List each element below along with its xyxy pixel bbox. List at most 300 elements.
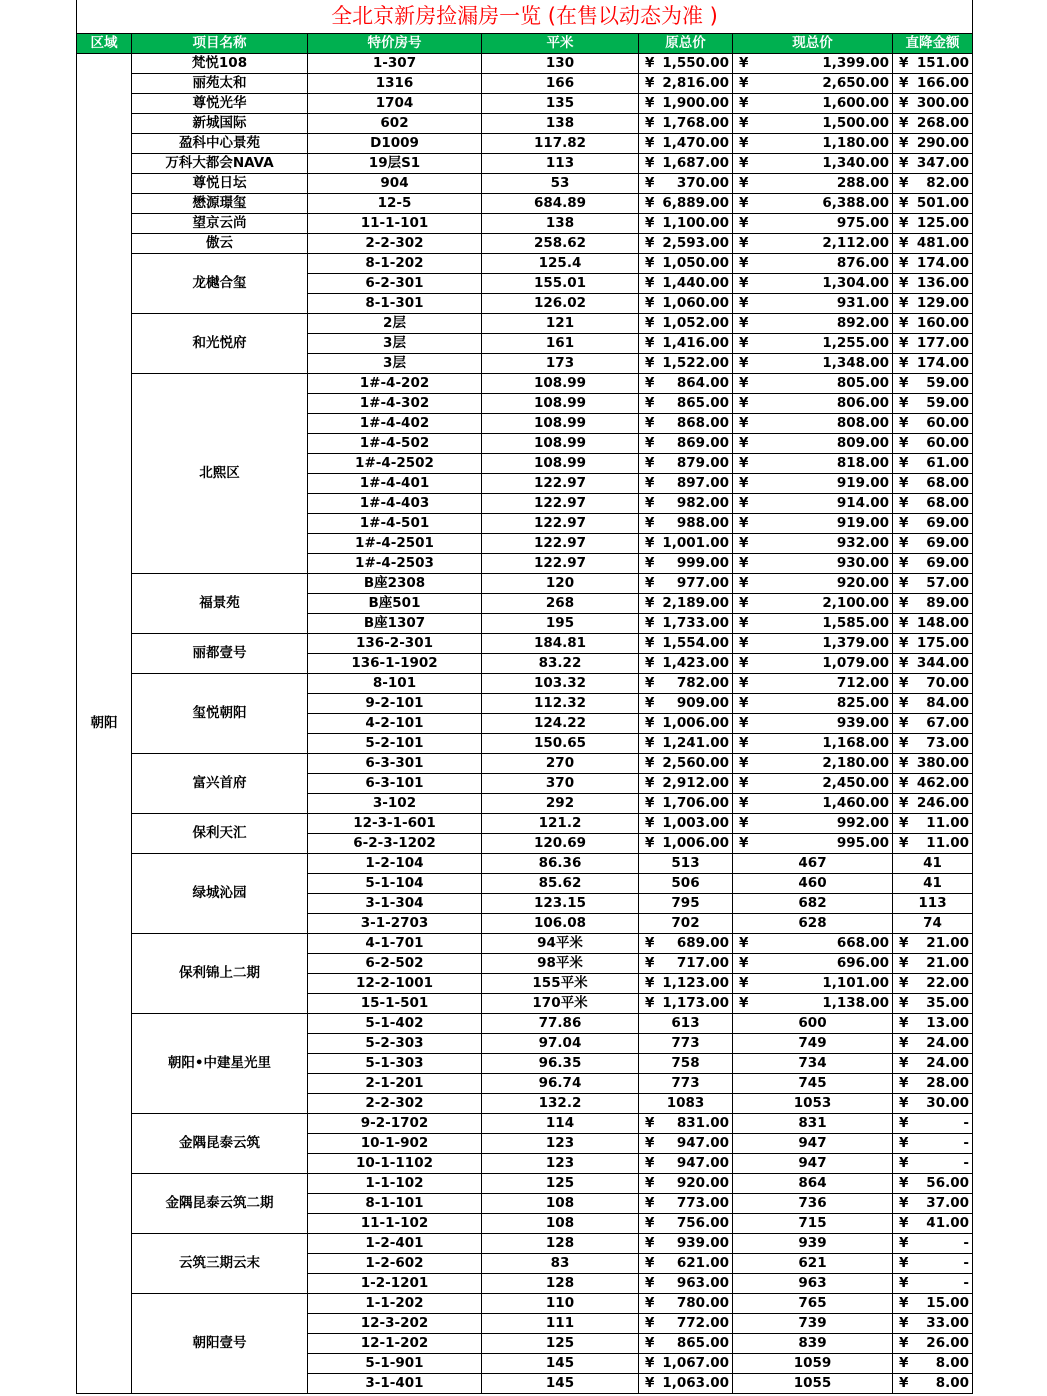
area-cell[interactable]: 125.4 [482, 254, 639, 274]
unit-cell[interactable]: 2层 [308, 314, 482, 334]
current-price-cell[interactable]: 963 [733, 1274, 893, 1294]
original-price-cell[interactable] [639, 1294, 733, 1314]
current-price-cell[interactable] [733, 114, 893, 134]
current-price-cell[interactable] [733, 134, 893, 154]
price-cut-cell[interactable] [893, 534, 973, 554]
original-price-cell[interactable] [639, 134, 733, 154]
price-cut-cell[interactable] [893, 194, 973, 214]
current-price-cell[interactable] [733, 314, 893, 334]
original-price-cell[interactable] [639, 754, 733, 774]
price-cut-cell[interactable] [893, 354, 973, 374]
unit-cell[interactable]: 1-2-1201 [308, 1274, 482, 1294]
unit-cell[interactable]: 136-1-1902 [308, 654, 482, 674]
price-cut-cell[interactable] [893, 654, 973, 674]
area-cell[interactable]: 77.86 [482, 1014, 639, 1034]
unit-cell[interactable]: 6-2-502 [308, 954, 482, 974]
price-cut-cell[interactable] [893, 634, 973, 654]
current-price-cell[interactable] [733, 394, 893, 414]
unit-cell[interactable]: 602 [308, 114, 482, 134]
original-price-cell[interactable] [639, 1114, 733, 1134]
current-price-cell[interactable] [733, 814, 893, 834]
unit-cell[interactable]: 5-1-402 [308, 1014, 482, 1034]
original-price-cell[interactable] [639, 814, 733, 834]
unit-cell[interactable]: 3层 [308, 334, 482, 354]
price-cut-cell[interactable] [893, 254, 973, 274]
price-cut-cell[interactable] [893, 414, 973, 434]
unit-cell[interactable]: 10-1-1102 [308, 1154, 482, 1174]
original-price-cell[interactable]: 773 [639, 1034, 733, 1054]
project-name-cell[interactable]: 绿城沁园 [132, 854, 308, 934]
original-price-cell[interactable] [639, 1134, 733, 1154]
original-price-cell[interactable] [639, 54, 733, 74]
area-cell[interactable]: 128 [482, 1234, 639, 1254]
original-price-cell[interactable] [639, 334, 733, 354]
original-price-cell[interactable] [639, 674, 733, 694]
current-price-cell[interactable] [733, 514, 893, 534]
original-price-cell[interactable] [639, 234, 733, 254]
original-price-cell[interactable]: 1083 [639, 1094, 733, 1114]
current-price-cell[interactable] [733, 714, 893, 734]
area-cell[interactable]: 113 [482, 154, 639, 174]
price-cut-cell[interactable] [893, 274, 973, 294]
price-cut-cell[interactable] [893, 714, 973, 734]
original-price-cell[interactable] [639, 1374, 733, 1394]
current-price-cell[interactable]: 1059 [733, 1354, 893, 1374]
original-price-cell[interactable] [639, 1254, 733, 1274]
current-price-cell[interactable]: 600 [733, 1014, 893, 1034]
current-price-cell[interactable] [733, 774, 893, 794]
unit-cell[interactable]: 1-1-202 [308, 1294, 482, 1314]
current-price-cell[interactable]: 621 [733, 1254, 893, 1274]
price-cut-cell[interactable] [893, 994, 973, 1014]
area-cell[interactable]: 292 [482, 794, 639, 814]
project-name-cell[interactable]: 和光悦府 [132, 314, 308, 374]
project-name-cell[interactable]: 北熙区 [132, 374, 308, 574]
area-cell[interactable]: 123 [482, 1154, 639, 1174]
project-name-cell[interactable]: 富兴首府 [132, 754, 308, 814]
unit-cell[interactable]: 3层 [308, 354, 482, 374]
original-price-cell[interactable]: 758 [639, 1054, 733, 1074]
current-price-cell[interactable] [733, 634, 893, 654]
header-region[interactable]: 区域 [77, 34, 132, 54]
region-cell[interactable]: 朝阳 [77, 54, 132, 1394]
price-cut-cell[interactable] [893, 494, 973, 514]
original-price-cell[interactable]: 795 [639, 894, 733, 914]
unit-cell[interactable]: 2-2-302 [308, 1094, 482, 1114]
unit-cell[interactable]: 1#-4-302 [308, 394, 482, 414]
original-price-cell[interactable] [639, 294, 733, 314]
current-price-cell[interactable] [733, 414, 893, 434]
unit-cell[interactable]: 12-1-202 [308, 1334, 482, 1354]
area-cell[interactable]: 370 [482, 774, 639, 794]
unit-cell[interactable]: 1316 [308, 74, 482, 94]
price-cut-cell[interactable] [893, 214, 973, 234]
current-price-cell[interactable] [733, 834, 893, 854]
unit-cell[interactable]: 2-2-302 [308, 234, 482, 254]
area-cell[interactable]: 120 [482, 574, 639, 594]
original-price-cell[interactable]: 613 [639, 1014, 733, 1034]
price-cut-cell[interactable] [893, 834, 973, 854]
project-name-cell[interactable]: 懋源璟玺 [132, 194, 308, 214]
current-price-cell[interactable] [733, 474, 893, 494]
price-cut-cell[interactable] [893, 294, 973, 314]
original-price-cell[interactable] [639, 174, 733, 194]
price-cut-cell[interactable] [893, 134, 973, 154]
unit-cell[interactable]: 904 [308, 174, 482, 194]
current-price-cell[interactable] [733, 754, 893, 774]
unit-cell[interactable]: 6-2-301 [308, 274, 482, 294]
unit-cell[interactable]: 5-2-303 [308, 1034, 482, 1054]
unit-cell[interactable]: 12-3-202 [308, 1314, 482, 1334]
original-price-cell[interactable] [639, 534, 733, 554]
unit-cell[interactable]: 3-1-304 [308, 894, 482, 914]
current-price-cell[interactable] [733, 934, 893, 954]
unit-cell[interactable]: 1#-4-403 [308, 494, 482, 514]
original-price-cell[interactable] [639, 1314, 733, 1334]
area-cell[interactable]: 258.62 [482, 234, 639, 254]
unit-cell[interactable]: 12-3-1-601 [308, 814, 482, 834]
area-cell[interactable]: 108.99 [482, 394, 639, 414]
area-cell[interactable]: 114 [482, 1114, 639, 1134]
current-price-cell[interactable]: 1053 [733, 1094, 893, 1114]
area-cell[interactable]: 117.82 [482, 134, 639, 154]
area-cell[interactable]: 85.62 [482, 874, 639, 894]
current-price-cell[interactable]: 1055 [733, 1374, 893, 1394]
original-price-cell[interactable] [639, 214, 733, 234]
unit-cell[interactable]: 15-1-501 [308, 994, 482, 1014]
price-cut-cell[interactable] [893, 674, 973, 694]
unit-cell[interactable]: 1-2-401 [308, 1234, 482, 1254]
current-price-cell[interactable] [733, 554, 893, 574]
current-price-cell[interactable] [733, 954, 893, 974]
unit-cell[interactable]: 1#-4-402 [308, 414, 482, 434]
original-price-cell[interactable] [639, 154, 733, 174]
current-price-cell[interactable]: 715 [733, 1214, 893, 1234]
original-price-cell[interactable] [639, 574, 733, 594]
price-cut-cell[interactable] [893, 434, 973, 454]
area-cell[interactable]: 268 [482, 594, 639, 614]
area-cell[interactable]: 53 [482, 174, 639, 194]
original-price-cell[interactable] [639, 494, 733, 514]
price-cut-cell[interactable] [893, 234, 973, 254]
area-cell[interactable]: 124.22 [482, 714, 639, 734]
unit-cell[interactable]: 1#-4-2502 [308, 454, 482, 474]
project-name-cell[interactable]: 玺悦朝阳 [132, 674, 308, 754]
area-cell[interactable]: 97.04 [482, 1034, 639, 1054]
area-cell[interactable]: 122.97 [482, 494, 639, 514]
project-name-cell[interactable]: 尊悦日坛 [132, 174, 308, 194]
unit-cell[interactable]: 5-1-303 [308, 1054, 482, 1074]
original-price-cell[interactable] [639, 1274, 733, 1294]
current-price-cell[interactable] [733, 94, 893, 114]
current-price-cell[interactable] [733, 454, 893, 474]
price-cut-cell[interactable] [893, 74, 973, 94]
price-cut-cell[interactable] [893, 934, 973, 954]
project-name-cell[interactable]: 盈科中心景苑 [132, 134, 308, 154]
original-price-cell[interactable] [639, 1334, 733, 1354]
price-cut-cell[interactable] [893, 774, 973, 794]
original-price-cell[interactable] [639, 474, 733, 494]
project-name-cell[interactable]: 丽苑太和 [132, 74, 308, 94]
area-cell[interactable]: 108.99 [482, 434, 639, 454]
unit-cell[interactable]: 11-1-101 [308, 214, 482, 234]
header-project[interactable]: 项目名称 [132, 34, 308, 54]
current-price-cell[interactable] [733, 794, 893, 814]
price-cut-cell[interactable] [893, 554, 973, 574]
area-cell[interactable]: 138 [482, 114, 639, 134]
area-cell[interactable]: 155.01 [482, 274, 639, 294]
current-price-cell[interactable] [733, 534, 893, 554]
area-cell[interactable]: 110 [482, 1294, 639, 1314]
current-price-cell[interactable] [733, 994, 893, 1014]
current-price-cell[interactable] [733, 574, 893, 594]
price-cut-cell[interactable] [893, 954, 973, 974]
unit-cell[interactable]: 8-1-101 [308, 1194, 482, 1214]
area-cell[interactable]: 684.89 [482, 194, 639, 214]
original-price-cell[interactable] [639, 774, 733, 794]
area-cell[interactable]: 94平米 [482, 934, 639, 954]
current-price-cell[interactable] [733, 494, 893, 514]
price-cut-cell[interactable] [893, 1354, 973, 1374]
original-price-cell[interactable] [639, 1234, 733, 1254]
area-cell[interactable]: 83.22 [482, 654, 639, 674]
original-price-cell[interactable] [639, 614, 733, 634]
unit-cell[interactable]: 6-2-3-1202 [308, 834, 482, 854]
original-price-cell[interactable] [639, 114, 733, 134]
area-cell[interactable]: 122.97 [482, 534, 639, 554]
price-cut-cell[interactable] [893, 1374, 973, 1394]
area-cell[interactable]: 108.99 [482, 414, 639, 434]
current-price-cell[interactable] [733, 654, 893, 674]
original-price-cell[interactable] [639, 274, 733, 294]
unit-cell[interactable]: 1#-4-501 [308, 514, 482, 534]
original-price-cell[interactable] [639, 654, 733, 674]
unit-cell[interactable]: 1#-4-2501 [308, 534, 482, 554]
price-cut-cell[interactable] [893, 814, 973, 834]
unit-cell[interactable]: 11-1-102 [308, 1214, 482, 1234]
price-cut-cell[interactable] [893, 1134, 973, 1154]
unit-cell[interactable]: 4-2-101 [308, 714, 482, 734]
unit-cell[interactable]: 3-1-401 [308, 1374, 482, 1394]
area-cell[interactable]: 173 [482, 354, 639, 374]
area-cell[interactable]: 125 [482, 1334, 639, 1354]
current-price-cell[interactable] [733, 54, 893, 74]
original-price-cell[interactable]: 773 [639, 1074, 733, 1094]
price-cut-cell[interactable]: 113 [893, 894, 973, 914]
current-price-cell[interactable]: 734 [733, 1054, 893, 1074]
current-price-cell[interactable]: 947 [733, 1154, 893, 1174]
unit-cell[interactable]: 1-307 [308, 54, 482, 74]
price-cut-cell[interactable] [893, 1094, 973, 1114]
current-price-cell[interactable] [733, 334, 893, 354]
original-price-cell[interactable] [639, 394, 733, 414]
unit-cell[interactable]: 2-1-201 [308, 1074, 482, 1094]
price-cut-cell[interactable] [893, 974, 973, 994]
price-cut-cell[interactable] [893, 314, 973, 334]
original-price-cell[interactable] [639, 554, 733, 574]
area-cell[interactable]: 145 [482, 1354, 639, 1374]
price-cut-cell[interactable] [893, 1214, 973, 1234]
price-cut-cell[interactable] [893, 694, 973, 714]
current-price-cell[interactable]: 831 [733, 1114, 893, 1134]
project-name-cell[interactable]: 保利天汇 [132, 814, 308, 854]
current-price-cell[interactable] [733, 694, 893, 714]
current-price-cell[interactable] [733, 194, 893, 214]
area-cell[interactable]: 121.2 [482, 814, 639, 834]
original-price-cell[interactable] [639, 314, 733, 334]
price-cut-cell[interactable] [893, 1294, 973, 1314]
area-cell[interactable]: 112.32 [482, 694, 639, 714]
area-cell[interactable]: 123.15 [482, 894, 639, 914]
unit-cell[interactable]: 1-1-102 [308, 1174, 482, 1194]
current-price-cell[interactable]: 460 [733, 874, 893, 894]
area-cell[interactable]: 184.81 [482, 634, 639, 654]
price-cut-cell[interactable] [893, 1154, 973, 1174]
unit-cell[interactable]: 4-1-701 [308, 934, 482, 954]
price-cut-cell[interactable]: 41 [893, 854, 973, 874]
price-cut-cell[interactable] [893, 514, 973, 534]
project-name-cell[interactable]: 朝阳壹号 [132, 1294, 308, 1394]
unit-cell[interactable]: 5-1-104 [308, 874, 482, 894]
current-price-cell[interactable] [733, 234, 893, 254]
original-price-cell[interactable] [639, 414, 733, 434]
price-cut-cell[interactable] [893, 114, 973, 134]
original-price-cell[interactable] [639, 374, 733, 394]
current-price-cell[interactable] [733, 674, 893, 694]
unit-cell[interactable]: 1-2-104 [308, 854, 482, 874]
unit-cell[interactable]: 1-2-602 [308, 1254, 482, 1274]
price-cut-cell[interactable] [893, 454, 973, 474]
current-price-cell[interactable] [733, 294, 893, 314]
original-price-cell[interactable] [639, 434, 733, 454]
unit-cell[interactable]: B座501 [308, 594, 482, 614]
unit-cell[interactable]: B座2308 [308, 574, 482, 594]
price-cut-cell[interactable] [893, 734, 973, 754]
unit-cell[interactable]: D1009 [308, 134, 482, 154]
area-cell[interactable]: 96.74 [482, 1074, 639, 1094]
project-name-cell[interactable]: 傲云 [132, 234, 308, 254]
unit-cell[interactable]: 1#-4-2503 [308, 554, 482, 574]
header-price-cut[interactable]: 直降金额 [893, 34, 973, 54]
project-name-cell[interactable]: 望京云尚 [132, 214, 308, 234]
original-price-cell[interactable] [639, 794, 733, 814]
area-cell[interactable]: 128 [482, 1274, 639, 1294]
area-cell[interactable]: 161 [482, 334, 639, 354]
current-price-cell[interactable]: 749 [733, 1034, 893, 1054]
price-cut-cell[interactable] [893, 574, 973, 594]
unit-cell[interactable]: 5-1-901 [308, 1354, 482, 1374]
current-price-cell[interactable] [733, 434, 893, 454]
original-price-cell[interactable] [639, 834, 733, 854]
current-price-cell[interactable]: 765 [733, 1294, 893, 1314]
unit-cell[interactable]: 19层S1 [308, 154, 482, 174]
project-name-cell[interactable]: 尊悦光华 [132, 94, 308, 114]
area-cell[interactable]: 86.36 [482, 854, 639, 874]
price-cut-cell[interactable] [893, 1234, 973, 1254]
current-price-cell[interactable]: 947 [733, 1134, 893, 1154]
area-cell[interactable]: 195 [482, 614, 639, 634]
original-price-cell[interactable] [639, 94, 733, 114]
original-price-cell[interactable]: 506 [639, 874, 733, 894]
current-price-cell[interactable]: 628 [733, 914, 893, 934]
current-price-cell[interactable] [733, 734, 893, 754]
unit-cell[interactable]: 1#-4-401 [308, 474, 482, 494]
price-cut-cell[interactable] [893, 154, 973, 174]
original-price-cell[interactable] [639, 734, 733, 754]
area-cell[interactable]: 138 [482, 214, 639, 234]
project-name-cell[interactable]: 保利锦上二期 [132, 934, 308, 1014]
unit-cell[interactable]: 12-5 [308, 194, 482, 214]
price-cut-cell[interactable] [893, 54, 973, 74]
unit-cell[interactable]: 3-102 [308, 794, 482, 814]
unit-cell[interactable]: 10-1-902 [308, 1134, 482, 1154]
area-cell[interactable]: 122.97 [482, 514, 639, 534]
unit-cell[interactable]: 12-2-1001 [308, 974, 482, 994]
area-cell[interactable]: 108.99 [482, 374, 639, 394]
original-price-cell[interactable] [639, 1154, 733, 1174]
area-cell[interactable]: 108 [482, 1214, 639, 1234]
price-cut-cell[interactable] [893, 474, 973, 494]
current-price-cell[interactable] [733, 354, 893, 374]
original-price-cell[interactable] [639, 1174, 733, 1194]
project-name-cell[interactable]: 朝阳•中建星光里 [132, 1014, 308, 1114]
original-price-cell[interactable] [639, 974, 733, 994]
unit-cell[interactable]: 1704 [308, 94, 482, 114]
area-cell[interactable]: 98平米 [482, 954, 639, 974]
unit-cell[interactable]: 1#-4-502 [308, 434, 482, 454]
unit-cell[interactable]: 5-2-101 [308, 734, 482, 754]
price-cut-cell[interactable] [893, 1074, 973, 1094]
current-price-cell[interactable] [733, 974, 893, 994]
price-cut-cell[interactable] [893, 94, 973, 114]
current-price-cell[interactable] [733, 74, 893, 94]
current-price-cell[interactable]: 839 [733, 1334, 893, 1354]
unit-cell[interactable]: 9-2-101 [308, 694, 482, 714]
original-price-cell[interactable] [639, 634, 733, 654]
current-price-cell[interactable] [733, 174, 893, 194]
original-price-cell[interactable]: 702 [639, 914, 733, 934]
price-cut-cell[interactable] [893, 1014, 973, 1034]
area-cell[interactable]: 96.35 [482, 1054, 639, 1074]
price-cut-cell[interactable] [893, 754, 973, 774]
current-price-cell[interactable] [733, 214, 893, 234]
unit-cell[interactable]: 3-1-2703 [308, 914, 482, 934]
project-name-cell[interactable]: 万科大都会NAVA [132, 154, 308, 174]
area-cell[interactable]: 121 [482, 314, 639, 334]
area-cell[interactable]: 125 [482, 1174, 639, 1194]
area-cell[interactable]: 103.32 [482, 674, 639, 694]
price-cut-cell[interactable]: 41 [893, 874, 973, 894]
unit-cell[interactable]: 8-1-202 [308, 254, 482, 274]
header-unit[interactable]: 特价房号 [308, 34, 482, 54]
price-cut-cell[interactable] [893, 1174, 973, 1194]
current-price-cell[interactable] [733, 154, 893, 174]
area-cell[interactable]: 83 [482, 1254, 639, 1274]
unit-cell[interactable]: 9-2-1702 [308, 1114, 482, 1134]
unit-cell[interactable]: 6-3-301 [308, 754, 482, 774]
current-price-cell[interactable] [733, 274, 893, 294]
unit-cell[interactable]: 6-3-101 [308, 774, 482, 794]
area-cell[interactable]: 130 [482, 54, 639, 74]
current-price-cell[interactable]: 736 [733, 1194, 893, 1214]
current-price-cell[interactable] [733, 614, 893, 634]
current-price-cell[interactable]: 739 [733, 1314, 893, 1334]
area-cell[interactable]: 106.08 [482, 914, 639, 934]
current-price-cell[interactable]: 745 [733, 1074, 893, 1094]
original-price-cell[interactable] [639, 194, 733, 214]
original-price-cell[interactable] [639, 994, 733, 1014]
project-name-cell[interactable]: 金隅昆泰云筑 [132, 1114, 308, 1174]
